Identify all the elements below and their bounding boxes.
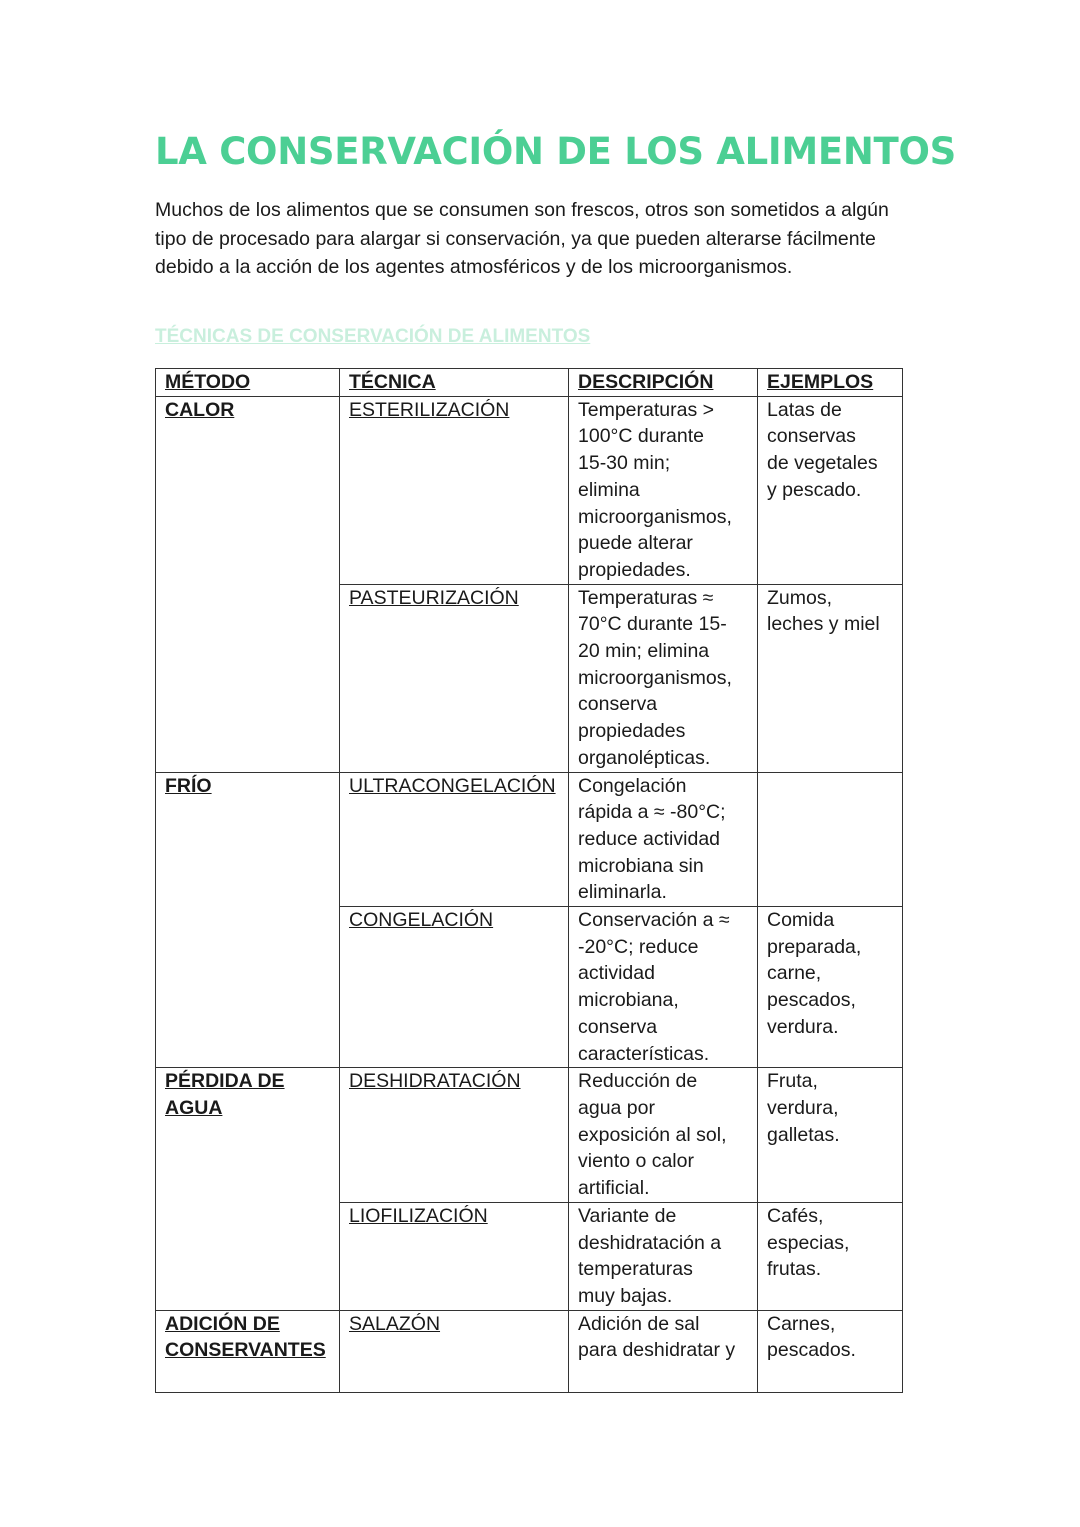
metodo-cell: ADICIÓN DE CONSERVANTES — [156, 1310, 340, 1392]
descripcion-cell: Temperaturas ≈ 70°C durante 15- 20 min; elimina microorganismos, conserva propiedades organolépticas. — [569, 584, 758, 772]
page-title: LA CONSERVACIÓN DE LOS ALIMENTOS — [155, 130, 956, 173]
metodo-cell: CALOR — [156, 396, 340, 772]
descripcion-cell: Reducción de agua por exposición al sol, viento o calor artificial. — [569, 1068, 758, 1203]
table-row — [156, 1310, 903, 1392]
tecnica-cell: ULTRACONGELACIÓN — [340, 772, 569, 907]
ejemplos-cell: Comida preparada, carne, pescados, verdura. — [758, 907, 903, 1068]
header-ejemplos: EJEMPLOS — [758, 369, 903, 397]
descripcion-cell: Congelación rápida a ≈ -80°C; reduce actividad microbiana sin eliminarla. — [569, 772, 758, 907]
tecnica-cell: ESTERILIZACIÓN — [340, 396, 569, 584]
ejemplos-cell: Latas de conservas de vegetales y pescado. — [758, 396, 903, 584]
conservation-table — [155, 368, 903, 1393]
table-row — [156, 772, 903, 907]
tecnica-cell: LIOFILIZACIÓN — [340, 1202, 569, 1310]
descripcion-cell: Adición de sal para deshidratar y — [569, 1310, 758, 1392]
metodo-cell: FRÍO — [156, 772, 340, 1068]
tecnica-cell: CONGELACIÓN — [340, 907, 569, 1068]
section-subtitle: TÉCNICAS DE CONSERVACIÓN DE ALIMENTOS — [155, 326, 591, 347]
intro-paragraph: Muchos de los alimentos que se consumen son frescos, otros son sometidos a algún tipo de procesado para alargar si conservación, ya que pueden alterarse fácilmente debido a la acción de los agentes atmosféricos y de los microorganismos. — [155, 199, 889, 279]
tecnica-cell: SALAZÓN — [340, 1310, 569, 1392]
table-header-row — [156, 369, 903, 397]
descripcion-cell: Conservación a ≈ -20°C; reduce actividad microbiana, conserva características. — [569, 907, 758, 1068]
metodo-cell: PÉRDIDA DE AGUA — [156, 1068, 340, 1310]
ejemplos-cell: Carnes, pescados. — [758, 1310, 903, 1392]
ejemplos-cell: Fruta, verdura, galletas. — [758, 1068, 903, 1203]
ejemplos-cell: Cafés, especias, frutas. — [758, 1202, 903, 1310]
ejemplos-cell — [758, 772, 903, 907]
table-row — [156, 1068, 903, 1203]
descripcion-cell: Variante de deshidratación a temperaturas muy bajas. — [569, 1202, 758, 1310]
descripcion-cell: Temperaturas > 100°C durante 15-30 min; elimina microorganismos, puede alterar propiedades. — [569, 396, 758, 584]
header-tecnica: TÉCNICA — [340, 369, 569, 397]
header-descripcion: DESCRIPCIÓN — [569, 369, 758, 397]
header-metodo: MÉTODO — [156, 369, 340, 397]
tecnica-cell: PASTEURIZACIÓN — [340, 584, 569, 772]
table-row — [156, 396, 903, 584]
tecnica-cell: DESHIDRATACIÓN — [340, 1068, 569, 1203]
ejemplos-cell: Zumos, leches y miel — [758, 584, 903, 772]
